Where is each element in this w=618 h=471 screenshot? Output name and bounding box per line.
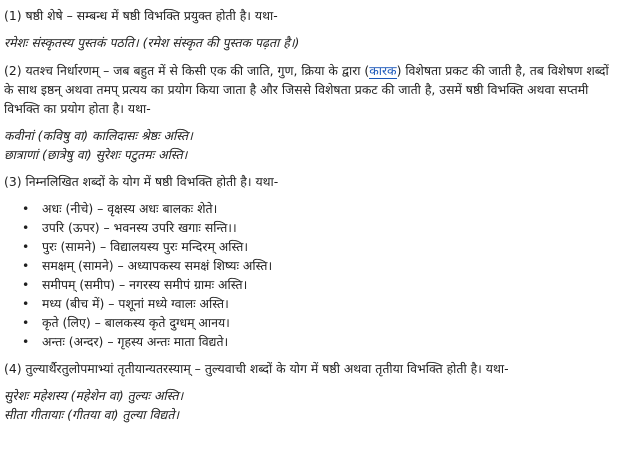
bullet-icon: • [22, 334, 30, 349]
bullet-icon: • [22, 201, 30, 216]
rule-2-paragraph [4, 61, 614, 118]
rule-2-text-after-link: ) विशेषता प्रकट की जाती है, तब विशेषण शब्दों के साथ इष्ठन् अथवा तमप् प्रत्यय का प्रयोग किया जाता है और जिससे विशेषता प्रकट की जाती है, उसमें षष्ठी विभक्ति अथवा सप्तमी विभक्ति का प्रयोग होता है। यथा- [4, 63, 609, 116]
list-item-text: अधः (नीचे) – वृक्षस्य अधः बालकः शेते। [42, 201, 218, 216]
rule-2-text-before-link: (2) यतश्च निर्धारणम् – जब बहुत में से किसी एक की जाति, गुण, क्रिया के द्वारा ( [4, 63, 370, 78]
list-item-text: मध्य (बीच में) – पशूनां मध्ये ग्वालः अस्ति। [42, 296, 229, 311]
list-item [22, 199, 614, 218]
bullet-icon: • [22, 258, 30, 273]
rule-4-example-1: सुरेशः महेशस्य (महेशेन वा) तुल्यः अस्ति। [4, 388, 184, 403]
list-item [22, 256, 614, 275]
spacer [4, 52, 614, 61]
list-item-text: अन्तः (अन्दर) – गृहस्य अन्तः माता विद्यते। [42, 334, 229, 349]
list-item [22, 218, 614, 237]
bullet-icon: • [22, 239, 30, 254]
rule-2-example-1: कवीनां (कविषु वा) कालिदासः श्रेष्ठः अस्ति। [4, 128, 193, 143]
rule-3-heading: (3) निम्नलिखित शब्दों के योग में षष्ठी विभक्ति होती है। यथा- [4, 174, 279, 189]
rule-3-word-list [4, 199, 614, 351]
list-item-text: समक्षम् (सामने) – अध्यापकस्य समक्षं शिष्यः अस्ति। [42, 258, 273, 273]
list-item-text: पुरः (सामने) – विद्यालयस्य पुरः मन्दिरम् अस्ति। [42, 239, 249, 254]
list-item [22, 237, 614, 256]
list-item-text: कृते (लिए) – बालकस्य कृते दुग्धम् आनय। [42, 315, 230, 330]
list-item-text: समीपम् (समीप) – नगरस्य समीपं ग्रामः अस्ति। [42, 277, 248, 292]
bullet-icon: • [22, 296, 30, 311]
list-item [22, 332, 614, 351]
rule-1-heading: (1) षष्ठी शेषे – सम्बन्ध में षष्ठी विभक्ति प्रयुक्त होती है। यथा- [4, 8, 278, 23]
karak-link[interactable]: कारक [369, 63, 397, 78]
rule-1-example-1: रमेशः संस्कृतस्य पुस्तकं पठति। (रमेश संस्कृत की पुस्तक पढ़ता है।) [4, 35, 300, 50]
list-item [22, 294, 614, 313]
rule-2-examples [4, 126, 614, 164]
rule-4-example-2: सीता गीतायाः (गीतया वा) तुल्या विद्यते। [4, 407, 180, 422]
rule-2-example-2: छात्राणां (छात्रेषु वा) सुरेशः पटुतमः अस्ति। [4, 147, 188, 162]
list-item [22, 275, 614, 294]
bullet-icon: • [22, 315, 30, 330]
bullet-icon: • [22, 277, 30, 292]
list-item [22, 313, 614, 332]
rule-4-heading: (4) तुल्यार्थैरतुलोपमाभ्यां तृतीयान्यतरस्याम् – तुल्यवाची शब्दों के योग में षष्ठी अथवा तृतीया विभक्ति होती है। यथा- [4, 361, 509, 376]
bullet-icon: • [22, 220, 30, 235]
list-item-text: उपरि (ऊपर) – भवनस्य उपरि खगाः सन्ति।। [42, 220, 237, 235]
